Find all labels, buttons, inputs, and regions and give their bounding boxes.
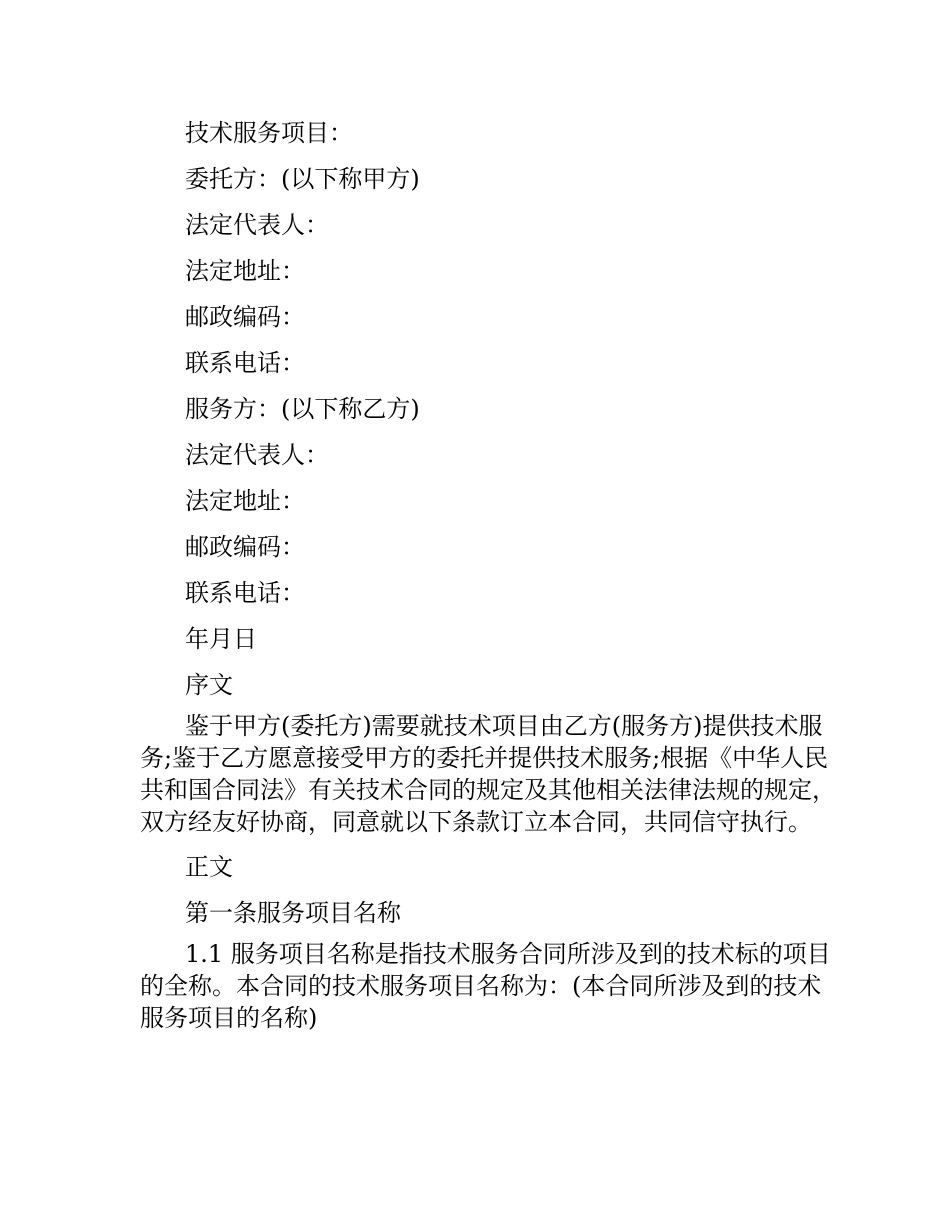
client-legal-address-label: 法定地址： — [185, 257, 305, 285]
main-heading: 正文 — [185, 853, 233, 881]
provider-party-label: 服务方：(以下称乙方) — [185, 395, 420, 423]
service-project-label: 技术服务项目： — [185, 119, 353, 147]
provider-phone-label: 联系电话： — [185, 579, 305, 607]
client-phone-label: 联系电话： — [185, 349, 305, 377]
provider-legal-rep-label: 法定代表人： — [185, 441, 329, 469]
client-postcode-label: 邮政编码： — [185, 303, 305, 331]
article-1-title: 第一条服务项目名称 — [185, 899, 401, 927]
contract-page — [140, 110, 840, 1034]
provider-postcode-label: 邮政编码： — [185, 533, 305, 561]
client-legal-rep-label: 法定代表人： — [185, 211, 329, 239]
client-party-label: 委托方：(以下称甲方) — [185, 165, 420, 193]
preface-heading: 序文 — [185, 671, 233, 699]
provider-legal-address-label: 法定地址： — [185, 487, 305, 515]
date-line: 年月日 — [185, 625, 257, 653]
preface-body: 鉴于甲方(委托方)需要就技术项目由乙方(服务方)提供技术服务;鉴于乙方愿意接受甲方的委托并提供技术服务;根据《中华人民共和国合同法》有关技术合同的规定及其他相关法律法规的规定，双方经友好协商，同意就以下条款订立本合同，共同信守执行。 — [140, 712, 836, 836]
clause-1-1: 1.1 服务项目名称是指技术服务合同所涉及到的技术标的项目的全称。本合同的技术服务项目名称为：(本合同所涉及到的技术服务项目的名称) — [140, 940, 831, 1032]
